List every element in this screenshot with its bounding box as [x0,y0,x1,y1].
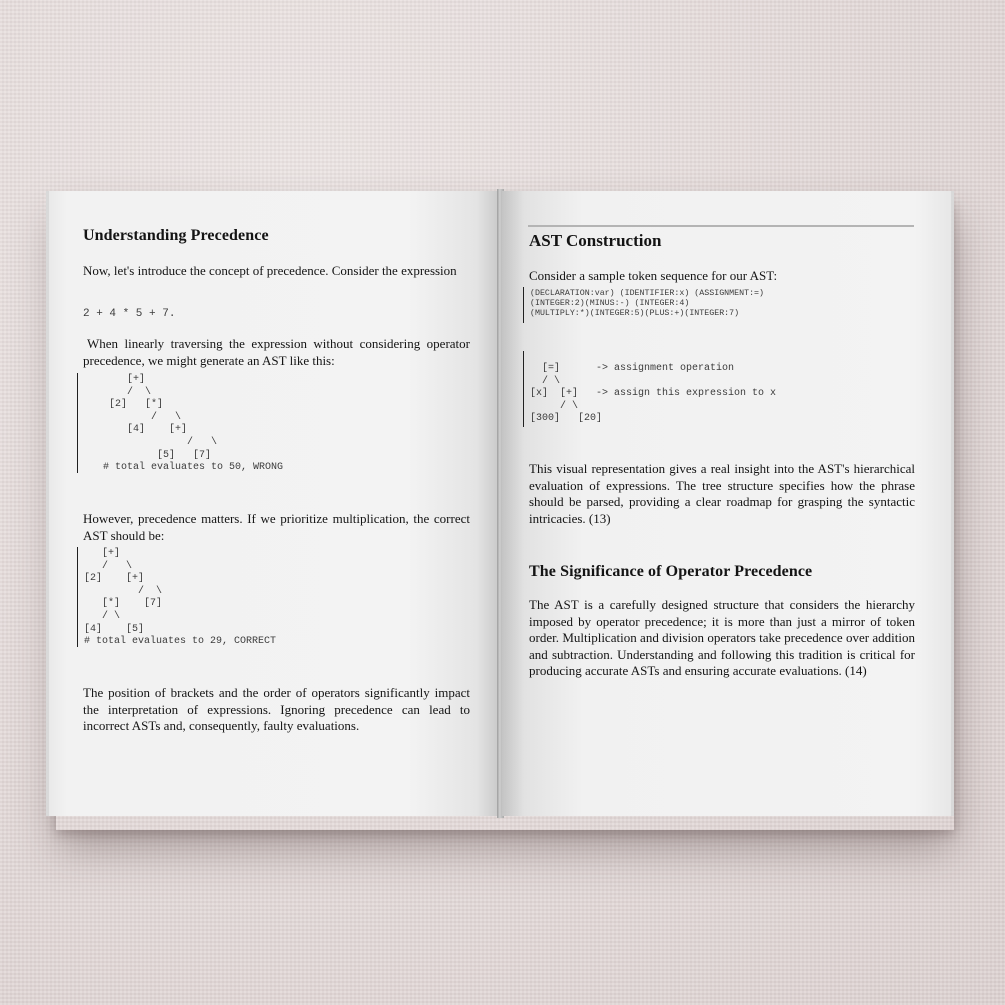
assignment-tree-code: [=] -> assignment operation / \ [x] [+] -> assign this expression to x / \ [300] [20] [530,363,777,425]
however-paragraph: However, precedence matters. If we prioritize multiplication, the correct AST should be: [83,511,470,543]
section-rule [528,225,914,227]
significance-paragraph: The AST is a carefully designed structure that considers the hierarchy imposed by operator precedence; it is more than just a mirror of token order. Multiplication and division operators take precedence over addition and subtraction. Understanding and following this tradition is critical for producing accurate ASTs and ensuring accurate evaluations. (14) [529,597,915,678]
right-page [502,191,951,816]
visual-representation-paragraph: This visual representation gives a real insight into the AST's hierarchical evaluation of expressions. The tree structure specifies how the phrase should be parsed, providing a clear roadmap for grasping the syntactic intricacies. (13) [529,461,915,526]
left-page-heading: Understanding Precedence [83,227,269,244]
code-block-bar [77,373,78,473]
correct-ast-code-block: [+] / \ [2] [+] / \ [*] [7] / \ [4] [5] # total evaluates to 29, CORRECT [84,548,277,648]
code-block-bar [523,287,524,323]
closing-paragraph: The position of brackets and the order of operators significantly impact the interpretation of expressions. Ignoring precedence can lead to incorrect ASTs and, consequently, faulty evaluations. [83,685,470,733]
left-page [49,191,499,816]
significance-heading: The Significance of Operator Precedence [529,563,813,580]
token-intro-paragraph: Consider a sample token sequence for our AST: [529,268,778,283]
intro-paragraph: Now, let's introduce the concept of precedence. Consider the expression [83,263,457,278]
code-block-bar [77,547,78,647]
wrong-ast-code-block: [+] / \ [2] [*] / \ [4] [+] / \ [5] [7] # total evaluates to 50, WRONG [103,374,284,474]
code-block-bar [523,351,524,427]
token-sequence-code: (DECLARATION:var) (IDENTIFIER:x) (ASSIGNMENT:=) (INTEGER:2)(MINUS:-) (INTEGER:4) (MULTIPLY:*)(INTEGER:5)(PLUS:+)(INTEGER:7) [530,289,765,319]
linear-traversal-paragraph: When linearly traversing the expression without considering operator precedence, we might generate an AST like this: [83,336,470,368]
expression-example: 2 + 4 * 5 + 7. [83,308,176,320]
right-page-heading: AST Construction [529,231,662,250]
right-page-edge [951,191,954,816]
